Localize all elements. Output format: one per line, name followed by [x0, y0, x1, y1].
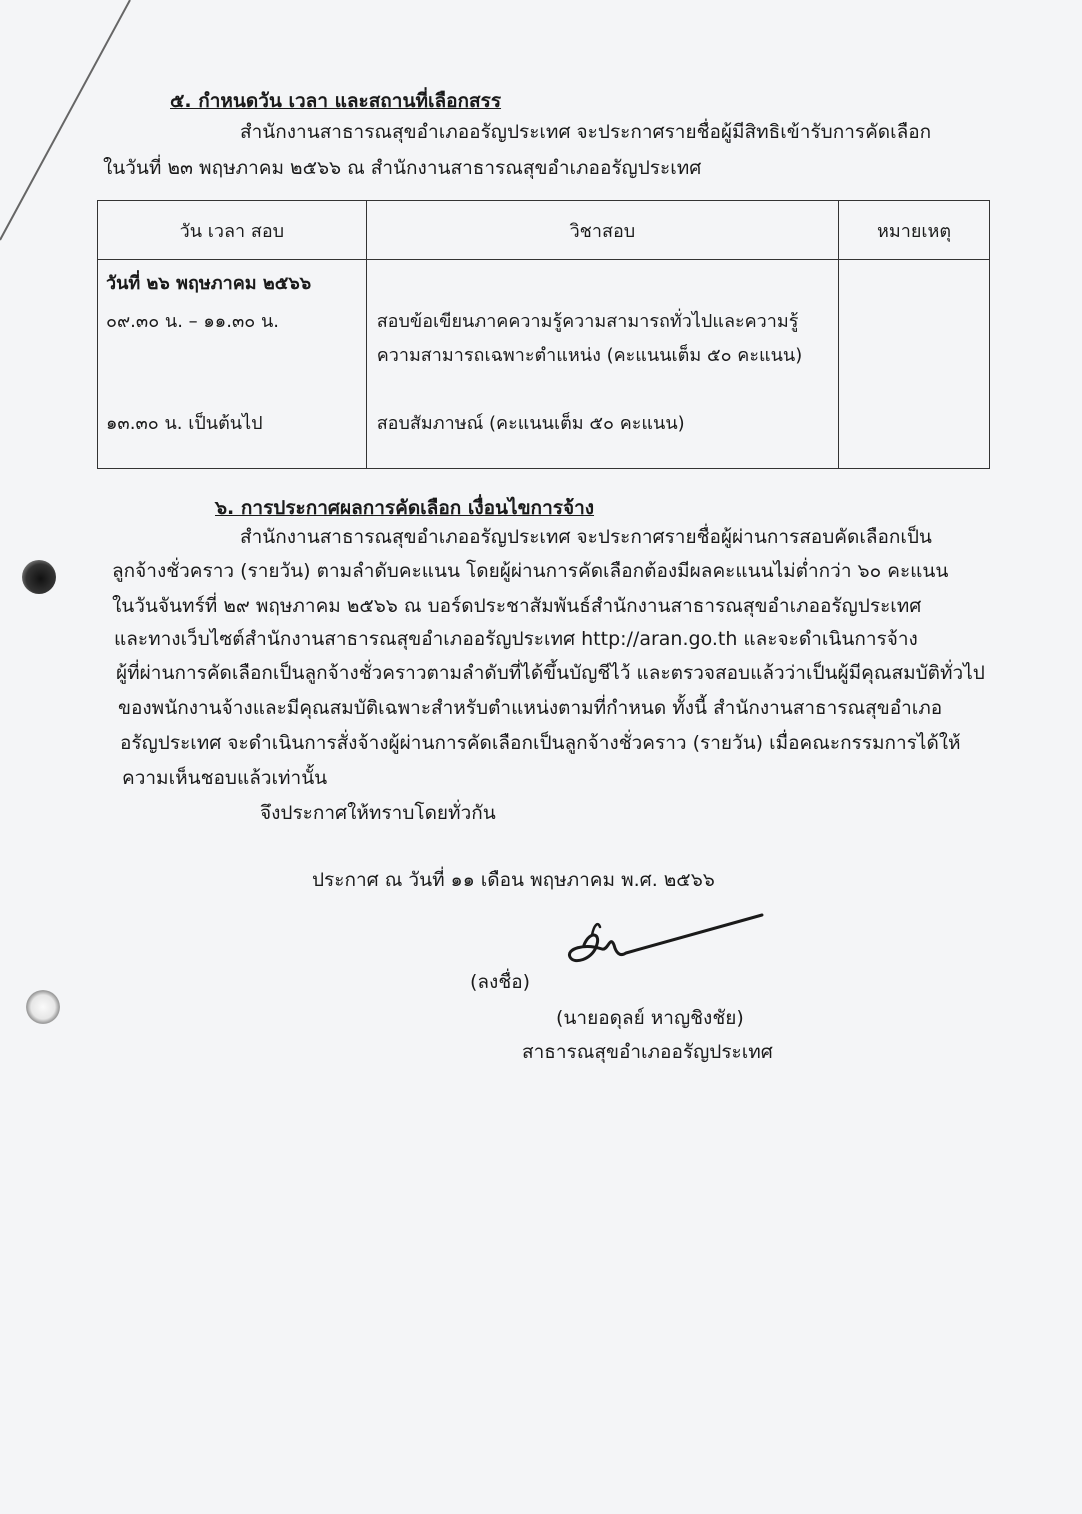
section-6-paragraph-line: และทางเว็บไซต์สำนักงานสาธารณสุขอำเภออรัญประเทศ http://aran.go.th และจะดำเนินการจ้าง — [114, 628, 918, 650]
section-6-paragraph-line: ของพนักงานจ้างและมีคุณสมบัติเฉพาะสำหรับตำแหน่งตามที่กำหนด ทั้งนี้ สำนักงานสาธารณสุขอำเภอ — [118, 697, 943, 719]
exam-time: ๑๓.๓๐ น. เป็นต้นไป — [106, 413, 263, 434]
punch-hole — [22, 560, 56, 594]
table-row — [98, 260, 990, 469]
closing-line: จึงประกาศให้ทราบโดยทั่วกัน — [260, 802, 496, 824]
section-6-paragraph-line: ความเห็นชอบแล้วเท่านั้น — [122, 767, 328, 789]
header-date-time: วัน เวลา สอบ — [98, 201, 367, 260]
section-5-paragraph-line: สำนักงานสาธารณสุขอำเภออรัญประเทศ จะประกาศรายชื่อผู้มีสิทธิเข้ารับการคัดเลือก — [240, 121, 932, 143]
exam-subject: สอบสัมภาษณ์ (คะแนนเต็ม ๕๐ คะแนน) — [376, 413, 685, 434]
header-remarks: หมายเหตุ — [839, 201, 990, 260]
section-6-paragraph-line: ในวันจันทร์ที่ ๒๙ พฤษภาคม ๒๕๖๖ ณ บอร์ดประชาสัมพันธ์สำนักงานสาธารณสุขอำเภออรัญประเทศ — [112, 595, 922, 617]
section-6-title: ๖. การประกาศผลการคัดเลือก เงื่อนไขการจ้าง — [215, 497, 595, 519]
handwritten-signature — [562, 905, 772, 985]
exam-subject: ความสามารถเฉพาะตำแหน่ง (คะแนนเต็ม ๕๐ คะแนน) — [376, 345, 803, 366]
sign-label: (ลงชื่อ) — [470, 971, 531, 993]
date-time-cell — [98, 260, 367, 469]
exam-schedule-table — [97, 200, 990, 469]
announcement-date: ประกาศ ณ วันที่ ๑๑ เดือน พฤษภาคม พ.ศ. ๒๕๖๖ — [312, 869, 715, 891]
section-5-title: ๕. กำหนดวัน เวลา และสถานที่เลือกสรร — [170, 90, 502, 112]
subject-cell — [366, 260, 838, 469]
section-5-paragraph-line: ในวันที่ ๒๓ พฤษภาคม ๒๕๖๖ ณ สำนักงานสาธารณสุขอำเภออรัญประเทศ — [103, 157, 702, 179]
signatory-position: สาธารณสุขอำเภออรัญประเทศ — [522, 1041, 773, 1063]
remarks-cell — [839, 260, 990, 469]
section-6-paragraph-line: ลูกจ้างชั่วคราว (รายวัน) ตามลำดับคะแนน โดยผู้ผ่านการคัดเลือกต้องมีผลคะแนนไม่ต่ำกว่า ๖๐ คะแนน — [112, 560, 949, 582]
section-6-paragraph-line: อรัญประเทศ จะดำเนินการสั่งจ้างผู้ผ่านการคัดเลือกเป็นลูกจ้างชั่วคราว (รายวัน) เมื่อคณะกรรมการได้ให้ — [120, 732, 961, 754]
exam-time: ๐๙.๓๐ น. – ๑๑.๓๐ น. — [106, 311, 279, 332]
signatory-name: (นายอดุลย์ หาญชิงชัย) — [556, 1007, 744, 1029]
exam-subject: สอบข้อเขียนภาคความรู้ความสามารถทั่วไปและความรู้ — [376, 311, 799, 332]
section-6-paragraph-line: สำนักงานสาธารณสุขอำเภออรัญประเทศ จะประกาศรายชื่อผู้ผ่านการสอบคัดเลือกเป็น — [240, 526, 932, 548]
exam-date: วันที่ ๒๖ พฤษภาคม ๒๕๖๖ — [106, 273, 312, 294]
punch-hole — [26, 990, 60, 1024]
header-subject: วิชาสอบ — [366, 201, 838, 260]
section-6-paragraph-line: ผู้ที่ผ่านการคัดเลือกเป็นลูกจ้างชั่วคราวตามลำดับที่ได้ขึ้นบัญชีไว้ และตรวจสอบแล้วว่าเป็นผู้มีคุณสมบัติทั่วไป — [116, 662, 985, 684]
table-header-row — [98, 201, 990, 260]
